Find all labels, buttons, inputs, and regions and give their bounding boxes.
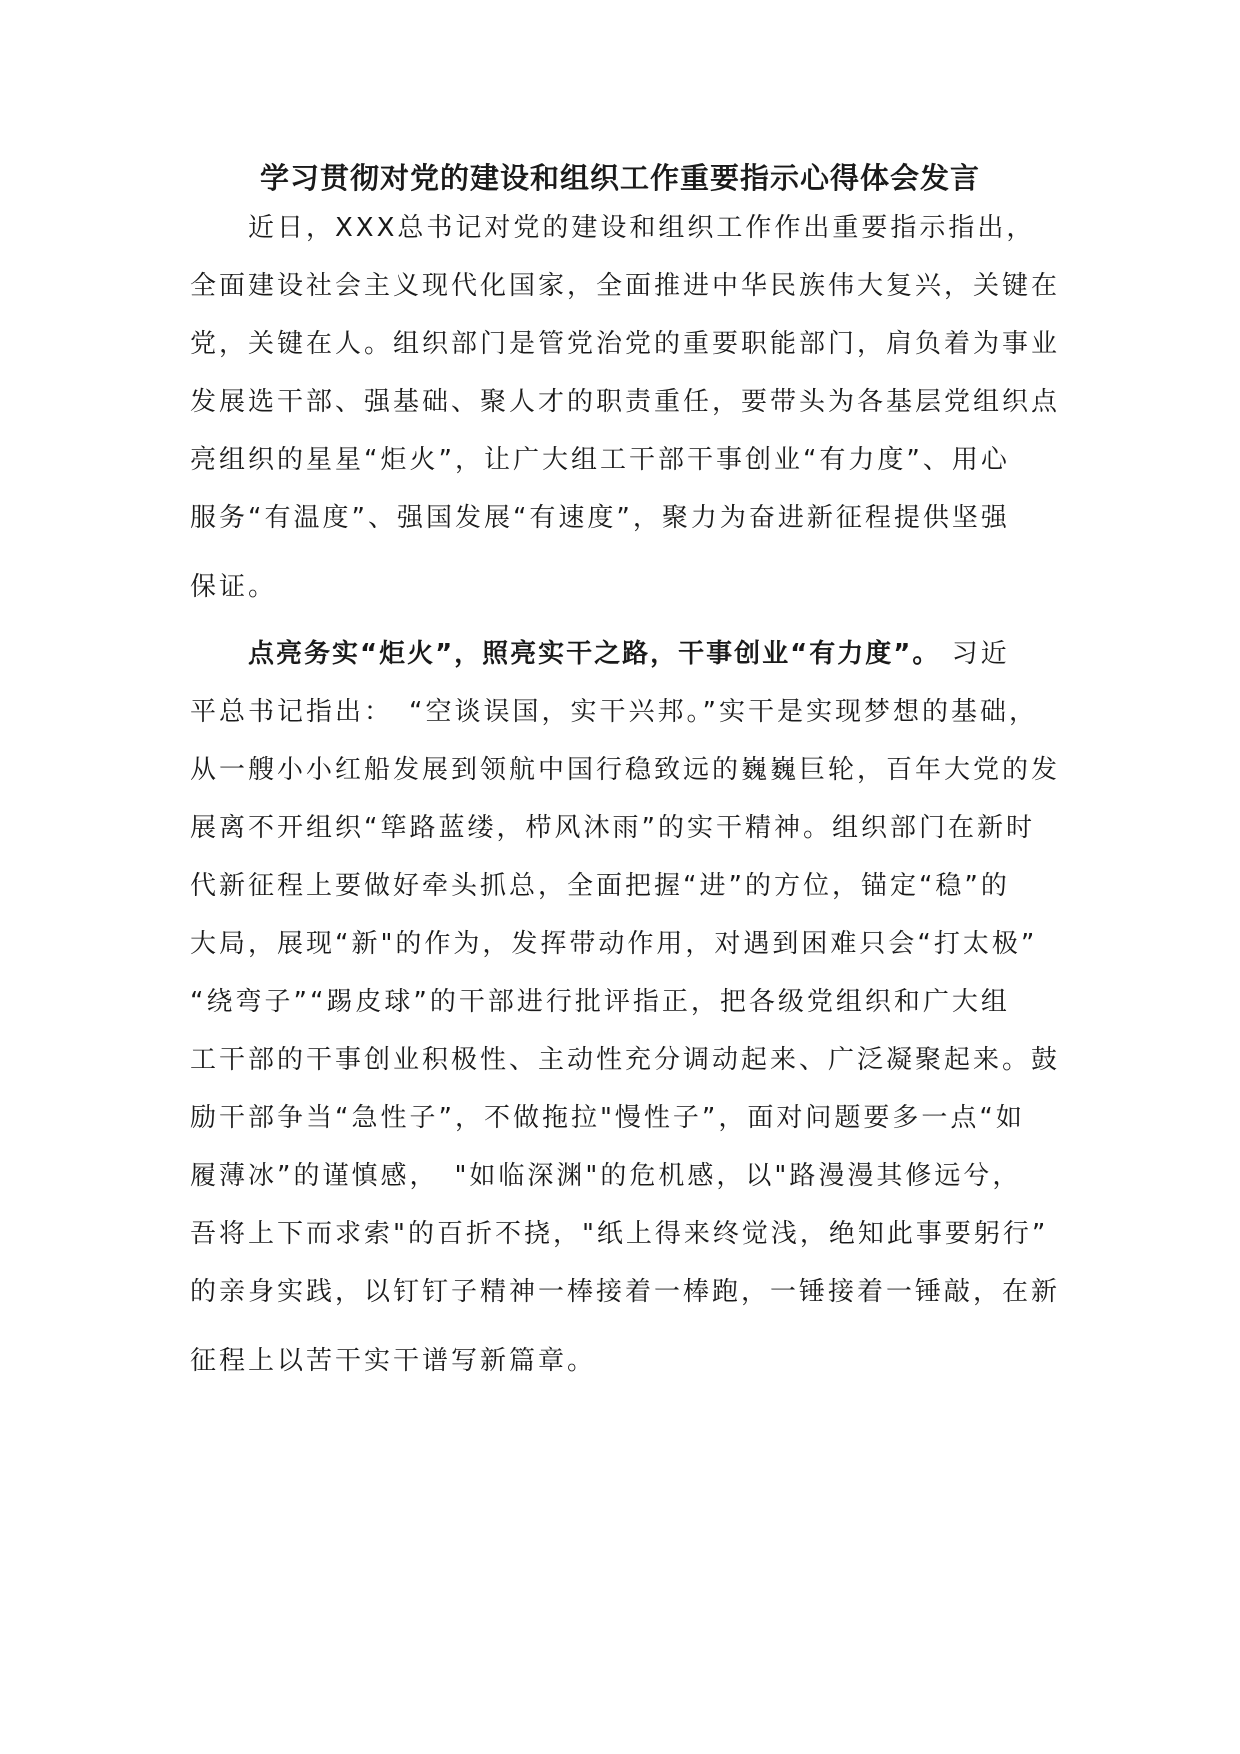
paragraph-2-line: “绕弯子”“踢皮球”的干部进行批评指正，把各级党组织和广大组 [190, 987, 1010, 1017]
paragraph-2-line: 的亲身实践，以钉钉子精神一棒接着一棒跑，一锤接着一锤敲，在新 [190, 1277, 1061, 1307]
paragraph-2-line: 大局，展现“新"的作为，发挥带动作用，对遇到困难只会“打太极” [190, 929, 1038, 959]
paragraph-2-line: 平总书记指出： “空谈误国，实干兴邦。”实干是实现梦想的基础， [190, 697, 1038, 727]
paragraph-1-line: 近日，XXX总书记对党的建设和组织工作作出重要指示指出， [248, 213, 1036, 243]
paragraph-1-line: 保证。 [190, 572, 278, 602]
paragraph-1-line: 全面建设社会主义现代化国家，全面推进中华民族伟大复兴，关键在 [190, 271, 1061, 301]
paragraph-2-line: 吾将上下而求索"的百折不挠，"纸上得来终觉浅，绝知此事要躬行” [190, 1219, 1049, 1249]
paragraph-2-line: 履薄冰”的谨慎感， "如临深渊"的危机感，以"路漫漫其修远兮， [190, 1161, 1022, 1191]
paragraph-1 [190, 199, 1070, 617]
paragraph-2-line: 励干部争当“急性子”，不做拖拉"慢性子”，面对问题要多一点“如 [190, 1103, 1025, 1133]
paragraph-2 [190, 625, 1070, 1391]
paragraph-1-line: 发展选干部、强基础、聚人才的职责重任，要带头为各基层党组织点 [190, 387, 1061, 417]
paragraph-1-line: 服务“有温度”、强国发展“有速度”，聚力为奋进新征程提供坚强 [190, 503, 1010, 533]
paragraph-2-first-line [190, 625, 1070, 683]
paragraph-2-first-line-rest: 习近 [940, 639, 1010, 669]
paragraph-2-line: 从一艘小小红船发展到领航中国行稳致远的巍巍巨轮，百年大党的发 [190, 755, 1061, 785]
document-title: 学习贯彻对党的建设和组织工作重要指示心得体会发言 [259, 161, 980, 195]
paragraph-1-line: 亮组织的星星“炬火”，让广大组工干部干事创业“有力度”、用心 [190, 445, 1010, 475]
paragraph-2-line: 工干部的干事创业积极性、主动性充分调动起来、广泛凝聚起来。鼓 [190, 1045, 1061, 1075]
paragraph-2-line: 代新征程上要做好牵头抓总，全面把握“进”的方位，锚定“稳”的 [190, 871, 1010, 901]
paragraph-2-line: 征程上以苦干实干谱写新篇章。 [190, 1346, 597, 1376]
paragraph-2-line: 展离不开组织“筚路蓝缕，栉风沐雨”的实干精神。组织部门在新时 [190, 813, 1035, 843]
paragraph-2-lead-heading: 点亮务实“炬火”，照亮实干之路，干事创业“有力度”。 [248, 639, 941, 669]
paragraph-1-line: 党，关键在人。组织部门是管党治党的重要职能部门，肩负着为事业 [190, 329, 1061, 359]
